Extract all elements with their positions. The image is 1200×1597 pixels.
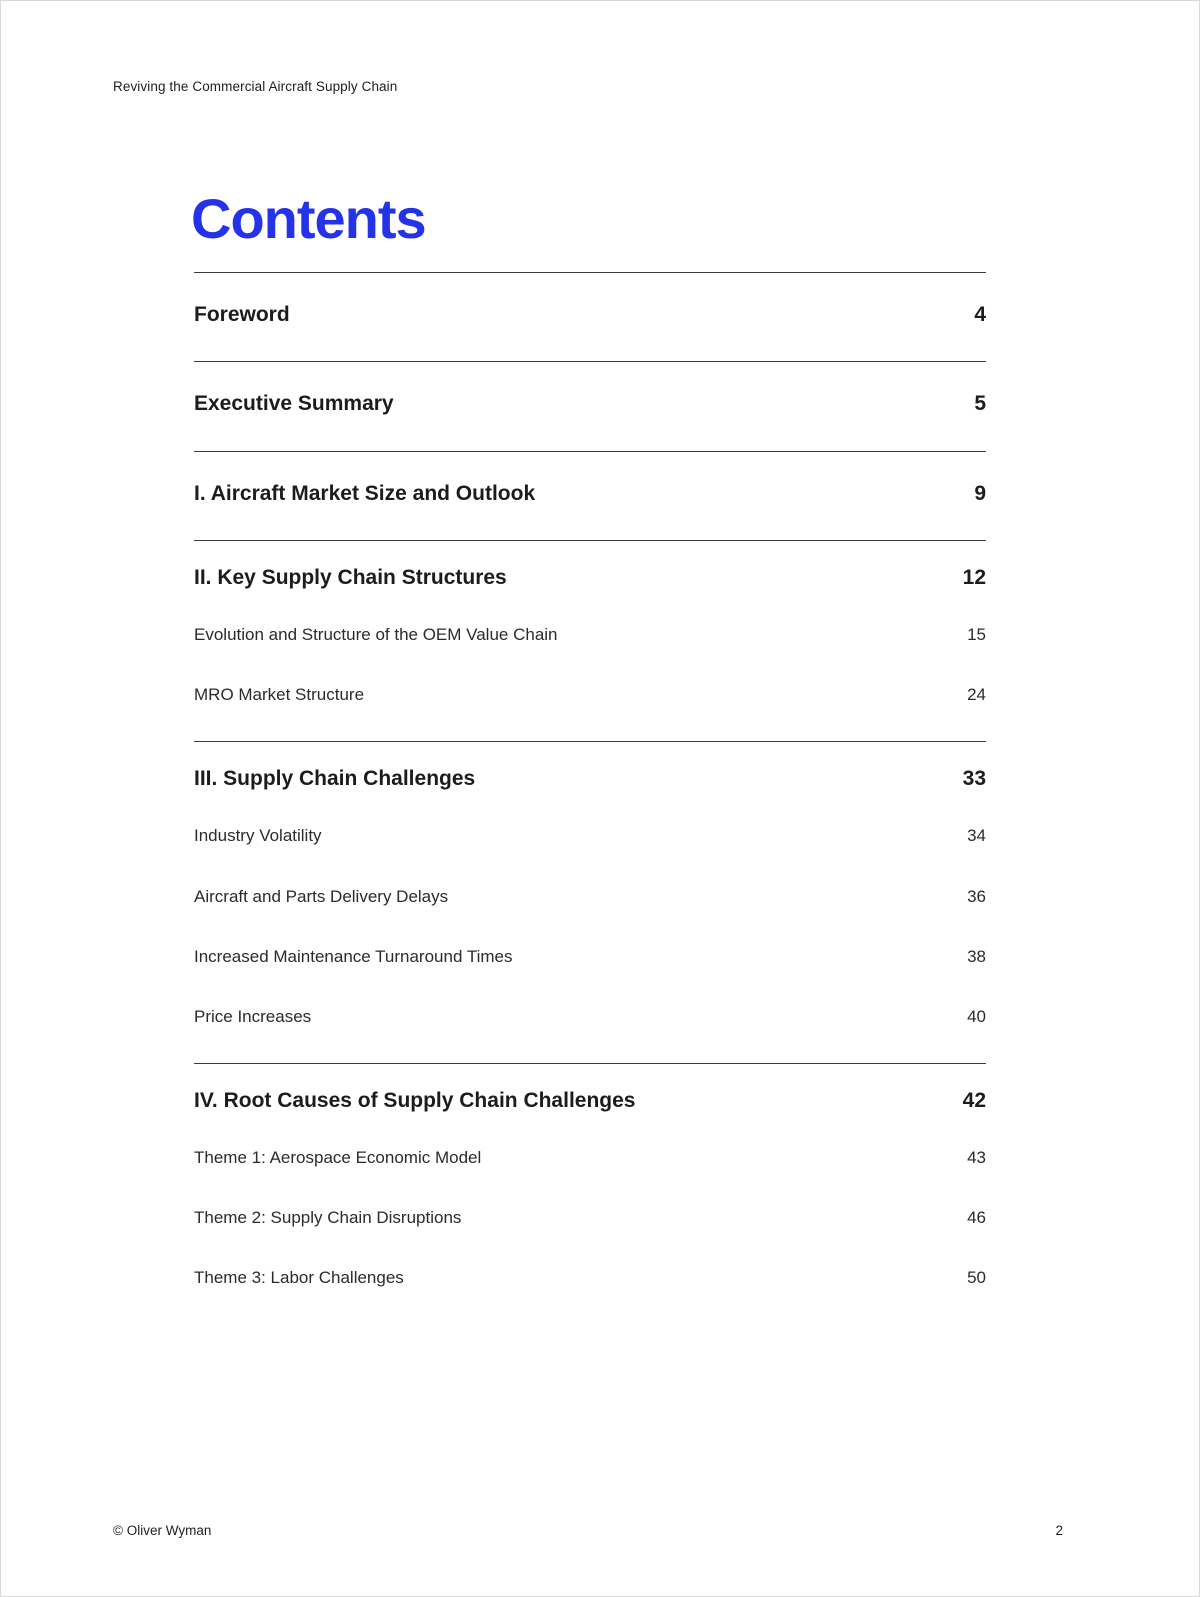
toc-entry-label: I. Aircraft Market Size and Outlook [194,481,536,505]
toc-entry-label: IV. Root Causes of Supply Chain Challenges [194,1088,636,1112]
toc-row [194,867,986,927]
toc-entry-page-number: 24 [967,685,986,705]
toc-entry-page-number: 46 [967,1208,986,1228]
toc-row [194,452,986,540]
table-of-contents [194,272,986,1324]
footer-page-number: 2 [1055,1523,1063,1538]
toc-entry-label: II. Key Supply Chain Structures [194,565,507,589]
page-title: Contents [191,186,426,250]
toc-entry-page-number: 34 [967,826,986,846]
toc-entry-label: Aircraft and Parts Delivery Delays [194,886,449,906]
toc-group-foreword [194,272,986,361]
toc-entry-label: Price Increases [194,1006,312,1026]
toc-entry-page-number: 9 [974,481,986,505]
toc-entry-page-number: 33 [962,767,986,791]
toc-entry-label: Industry Volatility [194,826,322,846]
toc-entry-label: Executive Summary [194,392,394,416]
toc-entry-page-number: 50 [967,1268,986,1288]
toc-row [194,1248,986,1308]
toc-row [194,987,986,1047]
toc-entry-label: Theme 2: Supply Chain Disruptions [194,1208,462,1228]
toc-row [194,605,986,665]
toc-entry-page-number: 38 [967,946,986,966]
toc-entry-page-number: 36 [967,886,986,906]
toc-entry-label: Increased Maintenance Turnaround Times [194,946,513,966]
toc-group-section-1 [194,451,986,540]
footer-copyright: © Oliver Wyman [113,1523,212,1538]
page-footer [113,1523,1063,1538]
toc-group-section-3 [194,741,986,1063]
toc-group-section-2 [194,540,986,741]
toc-row [194,541,986,605]
toc-entry-label: Foreword [194,303,290,326]
toc-entry-label: Theme 1: Aerospace Economic Model [194,1148,482,1168]
toc-entry-label: MRO Market Structure [194,685,365,705]
toc-row [194,806,986,866]
toc-entry-page-number: 40 [967,1006,986,1026]
toc-entry-page-number: 12 [962,565,986,589]
toc-entry-label: III. Supply Chain Challenges [194,767,476,791]
toc-row [194,927,986,987]
toc-row [194,665,986,725]
toc-row [194,742,986,806]
toc-entry-page-number: 15 [967,625,986,644]
toc-row [194,1188,986,1248]
toc-group-executive-summary [194,361,986,450]
toc-entry-page-number: 43 [967,1148,986,1168]
toc-row [194,1064,986,1128]
toc-entry-page-number: 4 [974,303,986,326]
toc-row [194,362,986,450]
toc-entry-label: Evolution and Structure of the OEM Value Chain [194,625,558,644]
toc-entry-page-number: 42 [962,1088,986,1112]
toc-row [194,1128,986,1188]
toc-entry-label: Theme 3: Labor Challenges [194,1268,404,1288]
toc-group-section-4 [194,1063,986,1325]
toc-entry-page-number: 5 [974,392,986,416]
toc-row [194,273,986,361]
running-header: Reviving the Commercial Aircraft Supply Chain [113,79,398,94]
